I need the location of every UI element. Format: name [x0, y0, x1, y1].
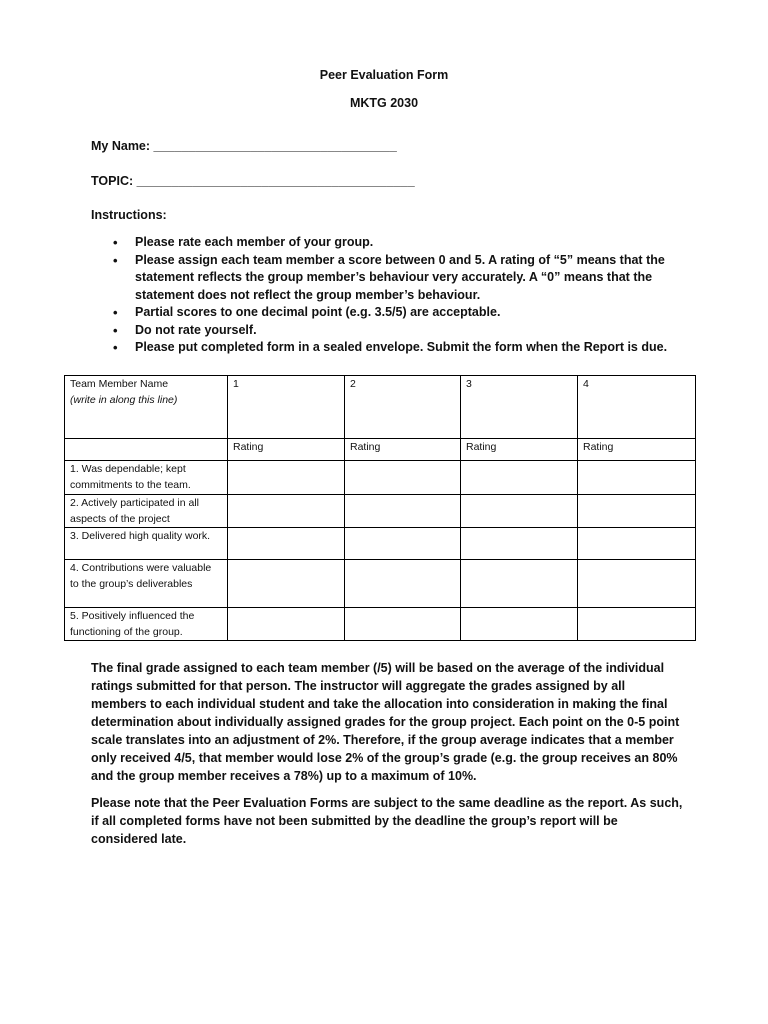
- rating-cell[interactable]: [461, 495, 578, 528]
- rating-cell[interactable]: [461, 528, 578, 560]
- instructions-list: [91, 234, 695, 357]
- table-row: [65, 495, 696, 528]
- rating-cell[interactable]: [228, 461, 345, 495]
- member-3-name-cell[interactable]: [461, 376, 578, 439]
- evaluation-table: [64, 375, 696, 641]
- rating-cell[interactable]: [461, 560, 578, 608]
- rating-cell[interactable]: [228, 608, 345, 641]
- rating-label: Rating: [578, 439, 696, 461]
- team-member-name-label: Team Member Name: [70, 378, 169, 390]
- table-row: [65, 461, 696, 495]
- rating-label: Rating: [228, 439, 345, 461]
- rating-cell[interactable]: [345, 495, 461, 528]
- rating-cell[interactable]: [345, 560, 461, 608]
- rating-cell[interactable]: [578, 461, 696, 495]
- topic-field[interactable]: TOPIC: ________________________________________: [91, 174, 415, 188]
- instruction-item: • Please put completed form in a sealed envelope. Submit the form when the Report is due.: [135, 339, 695, 357]
- rating-label-row: [65, 439, 696, 461]
- criterion-label: 4. Contributions were valuable to the group’s deliverables: [65, 560, 228, 608]
- member-1-name-cell[interactable]: [228, 376, 345, 439]
- rating-cell[interactable]: [345, 461, 461, 495]
- rating-cell[interactable]: [578, 560, 696, 608]
- rating-cell[interactable]: [345, 528, 461, 560]
- rating-cell[interactable]: [578, 495, 696, 528]
- member-number: 1: [233, 378, 239, 390]
- member-number: 4: [583, 378, 589, 390]
- rating-cell[interactable]: [345, 608, 461, 641]
- instruction-item: • Please assign each team member a score between 0 and 5. A rating of “5” means that the statement reflects the group member’s behaviour very accurately. A “0” means that the statement does not reflect the group member’s behaviour.: [135, 252, 695, 305]
- rating-cell[interactable]: [461, 608, 578, 641]
- criterion-label: 2. Actively participated in all aspects of the project: [65, 495, 228, 528]
- instruction-item: • Do not rate yourself.: [135, 322, 695, 340]
- rating-cell[interactable]: [228, 495, 345, 528]
- form-title: Peer Evaluation Form: [319, 68, 449, 82]
- rating-cell[interactable]: [578, 608, 696, 641]
- grading-paragraph: The final grade assigned to each team member (/5) will be based on the average of the individual ratings submitted for that person. The instructor will aggregate the grades assigned by all members to each individual student and take the allocation into consideration in making the final determination about individually assigned grades for the group project. Each point on the 0-5 point scale translates into an adjustment of 2%. Therefore, if the group average indicates that a member only received 4/5, that member would lose 2% of the group’s grade (e.g. the group receives an 80% and the group member receives a 78%) up to a maximum of 10%.: [91, 661, 680, 783]
- criterion-label: 3. Delivered high quality work.: [65, 528, 228, 560]
- rating-cell[interactable]: [228, 560, 345, 608]
- instruction-item: • Please rate each member of your group.: [135, 234, 695, 252]
- table-row: [65, 560, 696, 608]
- deadline-paragraph: Please note that the Peer Evaluation Forms are subject to the same deadline as the report. As such, if all completed forms have not been submitted by the deadline the group’s report will be considered late.: [91, 796, 683, 846]
- member-4-name-cell[interactable]: [578, 376, 696, 439]
- table-row: [65, 608, 696, 641]
- empty-cell: [65, 439, 228, 461]
- rating-label: Rating: [345, 439, 461, 461]
- criterion-label: 1. Was dependable; kept commitments to the team.: [65, 461, 228, 495]
- member-number: 3: [466, 378, 472, 390]
- team-member-name-hint: (write in along this line): [70, 393, 178, 406]
- member-2-name-cell[interactable]: [345, 376, 461, 439]
- rating-cell[interactable]: [228, 528, 345, 560]
- my-name-field[interactable]: My Name: ___________________________________: [91, 139, 397, 153]
- table-header-row: [65, 376, 696, 439]
- member-number: 2: [350, 378, 356, 390]
- table-row: [65, 528, 696, 560]
- rating-label: Rating: [461, 439, 578, 461]
- criterion-label: 5. Positively influenced the functioning of the group.: [65, 608, 228, 641]
- team-member-name-header: [65, 376, 228, 439]
- rating-cell[interactable]: [578, 528, 696, 560]
- instruction-item: • Partial scores to one decimal point (e.g. 3.5/5) are acceptable.: [135, 304, 695, 322]
- course-code: MKTG 2030: [349, 96, 419, 110]
- rating-cell[interactable]: [461, 461, 578, 495]
- instructions-label: Instructions:: [91, 208, 167, 222]
